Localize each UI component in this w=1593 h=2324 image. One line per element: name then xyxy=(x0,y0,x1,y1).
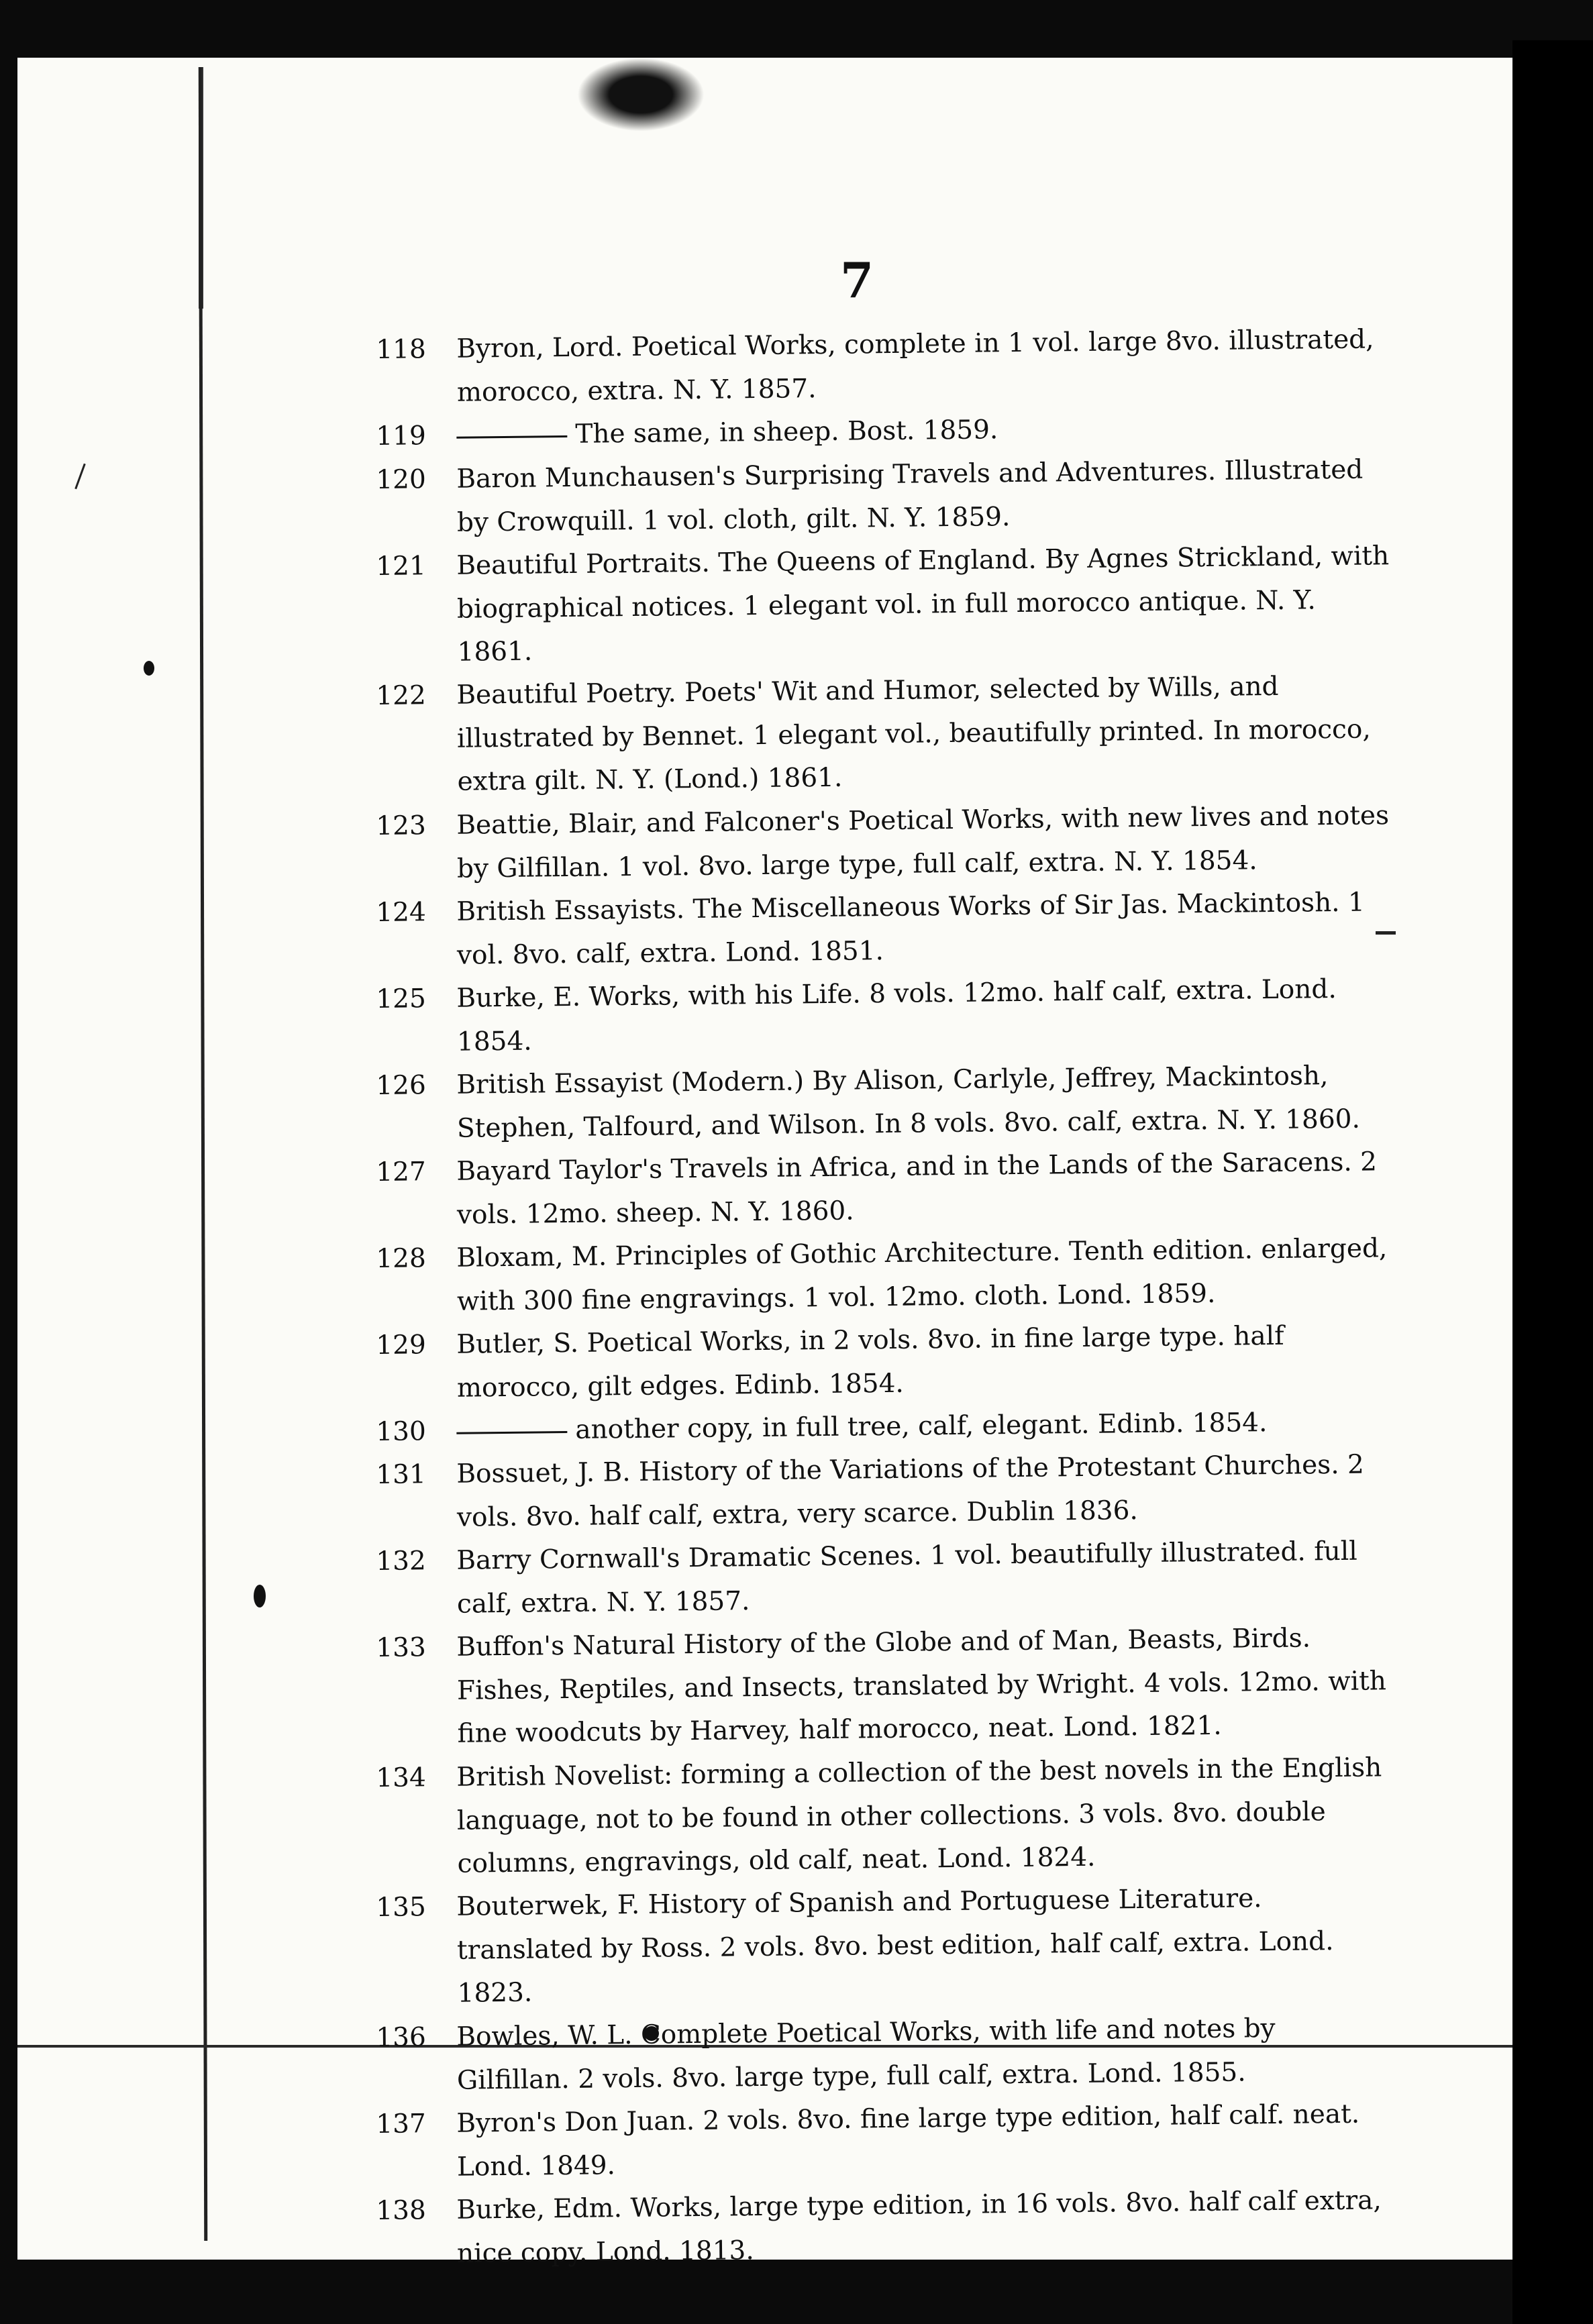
scan-edge-right xyxy=(1512,40,1593,2324)
entry-description-wrap xyxy=(456,2093,1396,2189)
entry-number: 135 xyxy=(376,1892,427,1923)
entry-number: 122 xyxy=(376,680,427,711)
entry-number: 130 xyxy=(376,1416,427,1447)
entry-number: 132 xyxy=(376,1546,427,1577)
entry-description-wrap xyxy=(456,967,1396,1064)
entry-description-wrap xyxy=(456,1746,1397,1886)
entry-description-wrap xyxy=(456,1530,1396,1626)
entry-description-wrap xyxy=(456,1876,1397,2015)
entry-description: British Novelist: forming a collection of the best novels in the English language, not to be found in other collections. 3 vols. 8vo. double columns, engravings, old calf, neat. Lond. 1824. xyxy=(456,1752,1382,1879)
catalog-entry xyxy=(376,2093,1396,2190)
entry-description-wrap xyxy=(456,1443,1396,1540)
entry-description: Beautiful Portraits. The Queens of England. By Agnes Strickland, with biographical notices. 1 elegant vol. in full morocco antique. N. Y. 1861. xyxy=(456,540,1390,668)
entry-number: 118 xyxy=(376,334,427,365)
entry-number: 128 xyxy=(376,1243,427,1274)
catalog-entry xyxy=(376,881,1396,978)
catalog-entry xyxy=(376,1443,1396,1540)
entry-description: Buffon's Natural History of the Globe and of Man, Beasts, Birds. Fishes, Reptiles, and Insects, translated by Wright. 4 vols. 12mo. with fine woodcuts by Harvey, half morocco, neat. Lond. 1821. xyxy=(456,1623,1387,1749)
entry-description-wrap xyxy=(456,318,1396,415)
catalog-entry xyxy=(376,1227,1396,1324)
catalog-entry xyxy=(376,1530,1396,1627)
catalog-entry xyxy=(376,2006,1396,2103)
entry-description-wrap xyxy=(456,1141,1396,1237)
ink-spot xyxy=(144,661,154,676)
entry-description: The same, in sheep. Bost. 1859. xyxy=(575,415,998,450)
entry-description: Bayard Taylor's Travels in Africa, and in the Lands of the Saracens. 2 vols. 12mo. sheep. N. Y. 1860. xyxy=(456,1146,1378,1230)
entry-number: 121 xyxy=(376,550,427,582)
entry-description: Burke, Edm. Works, large type edition, in 16 vols. 8vo. half calf extra, nice copy. Lond. 1813. xyxy=(456,2184,1382,2268)
catalog-entry xyxy=(376,794,1396,892)
catalog-entries xyxy=(376,324,1396,2276)
catalog-entry xyxy=(376,1746,1397,1887)
ditto-dash xyxy=(456,1430,567,1434)
entry-number: 131 xyxy=(376,1459,427,1490)
entry-description: Baron Munchausen's Surprising Travels and Adventures. Illustrated by Crowquill. 1 vol. cloth, gilt. N. Y. 1859. xyxy=(456,454,1364,537)
entry-description-wrap xyxy=(456,1616,1397,1756)
catalog-entry xyxy=(376,664,1397,804)
entry-description-wrap xyxy=(456,794,1396,891)
entry-description: Burke, E. Works, with his Life. 8 vols. 12mo. half calf, extra. Lond. 1854. xyxy=(456,973,1337,1057)
entry-description-wrap xyxy=(456,664,1397,804)
entry-description: Barry Cornwall's Dramatic Scenes. 1 vol. beautifully illustrated. full calf, extra. N. Y. 1857. xyxy=(456,1536,1357,1620)
entry-number: 120 xyxy=(376,464,427,495)
catalog-entry xyxy=(376,448,1396,545)
entry-number: 123 xyxy=(376,810,427,841)
entry-description: Beautiful Poetry. Poets' Wit and Humor, selected by Wills, and illustrated by Bennet. 1 elegant vol., beautifully printed. In morocco, extra gilt. N. Y. (Lond.) 1861. xyxy=(456,671,1372,797)
entry-description: Bossuet, J. B. History of the Variations of the Protestant Churches. 2 vols. 8vo. half calf, extra, very scarce. Dublin 1836. xyxy=(456,1449,1365,1533)
entry-description-wrap xyxy=(456,2179,1396,2276)
entry-description: Beattie, Blair, and Falconer's Poetical Works, with new lives and notes by Gilfillan. 1 vol. 8vo. large type, full calf, extra. N. Y. 1854. xyxy=(456,800,1390,884)
entry-description: Bowles, W. L. Complete Poetical Works, with life and notes by Gilfillan. 2 vols. 8vo. large type, full calf, extra. Lond. 1855. xyxy=(456,2013,1276,2095)
entry-description: another copy, in full tree, calf, elegant. Edinb. 1854. xyxy=(575,1407,1268,1445)
entry-description-wrap xyxy=(456,1054,1396,1151)
entry-number: 136 xyxy=(376,2021,427,2053)
catalog-entry xyxy=(376,1054,1396,1151)
catalog-entry xyxy=(376,1141,1396,1238)
ink-blot xyxy=(577,58,705,131)
entry-description-wrap xyxy=(456,1227,1396,1324)
entry-description: British Essayist (Modern.) By Alison, Carlyle, Jeffrey, Mackintosh, Stephen, Talfourd, and Wilson. In 8 vols. 8vo. calf, extra. N. Y. 1860. xyxy=(456,1060,1361,1143)
entry-description: Bloxam, M. Principles of Gothic Architecture. Tenth edition. enlarged, with 300 fine engravings. 1 vol. 12mo. cloth. Lond. 1859. xyxy=(456,1232,1388,1316)
entry-description-wrap xyxy=(456,881,1396,978)
entry-number: 129 xyxy=(376,1329,427,1361)
entry-description-wrap xyxy=(456,535,1397,674)
entry-number: 134 xyxy=(376,1762,427,1793)
entry-number: 124 xyxy=(376,896,427,928)
page-number: 7 xyxy=(839,252,874,309)
entry-number: 125 xyxy=(376,983,427,1014)
entry-number: 127 xyxy=(376,1156,427,1187)
ditto-dash xyxy=(456,435,567,439)
entry-description: Byron's Don Juan. 2 vols. 8vo. fine large type edition, half calf. neat. Lond. 1849. xyxy=(456,2099,1360,2182)
entry-description-wrap xyxy=(456,1314,1396,1410)
entry-description-wrap xyxy=(456,448,1396,545)
entry-number: 138 xyxy=(376,2195,427,2226)
catalog-entry xyxy=(376,967,1396,1065)
ink-spot xyxy=(254,1585,266,1607)
entry-number: 126 xyxy=(376,1069,427,1101)
catalog-entry xyxy=(376,2179,1396,2276)
entry-number: 119 xyxy=(376,421,427,452)
entry-description-wrap xyxy=(456,2006,1396,2103)
catalog-entry xyxy=(376,318,1396,415)
catalog-entry xyxy=(376,535,1397,675)
catalog-entry xyxy=(376,1616,1397,1756)
catalog-entry xyxy=(376,1876,1397,2016)
entry-number: 137 xyxy=(376,2108,427,2140)
entry-description: Bouterwek, F. History of Spanish and Portuguese Literature. translated by Ross. 2 vols. 8vo. best edition, half calf, extra. Lond. 1823. xyxy=(456,1883,1334,2009)
entry-description: British Essayists. The Miscellaneous Works of Sir Jas. Mackintosh. 1 vol. 8vo. calf, extra. Lond. 1851. xyxy=(456,887,1366,970)
catalog-entry xyxy=(376,1314,1396,1411)
entry-description: Butler, S. Poetical Works, in 2 vols. 8vo. in fine large type. half morocco, gilt edges. Edinb. 1854. xyxy=(456,1320,1284,1403)
entry-number: 133 xyxy=(376,1632,427,1663)
entry-description: Byron, Lord. Poetical Works, complete in 1 vol. large 8vo. illustrated, morocco, extra. N. Y. 1857. xyxy=(456,324,1374,408)
